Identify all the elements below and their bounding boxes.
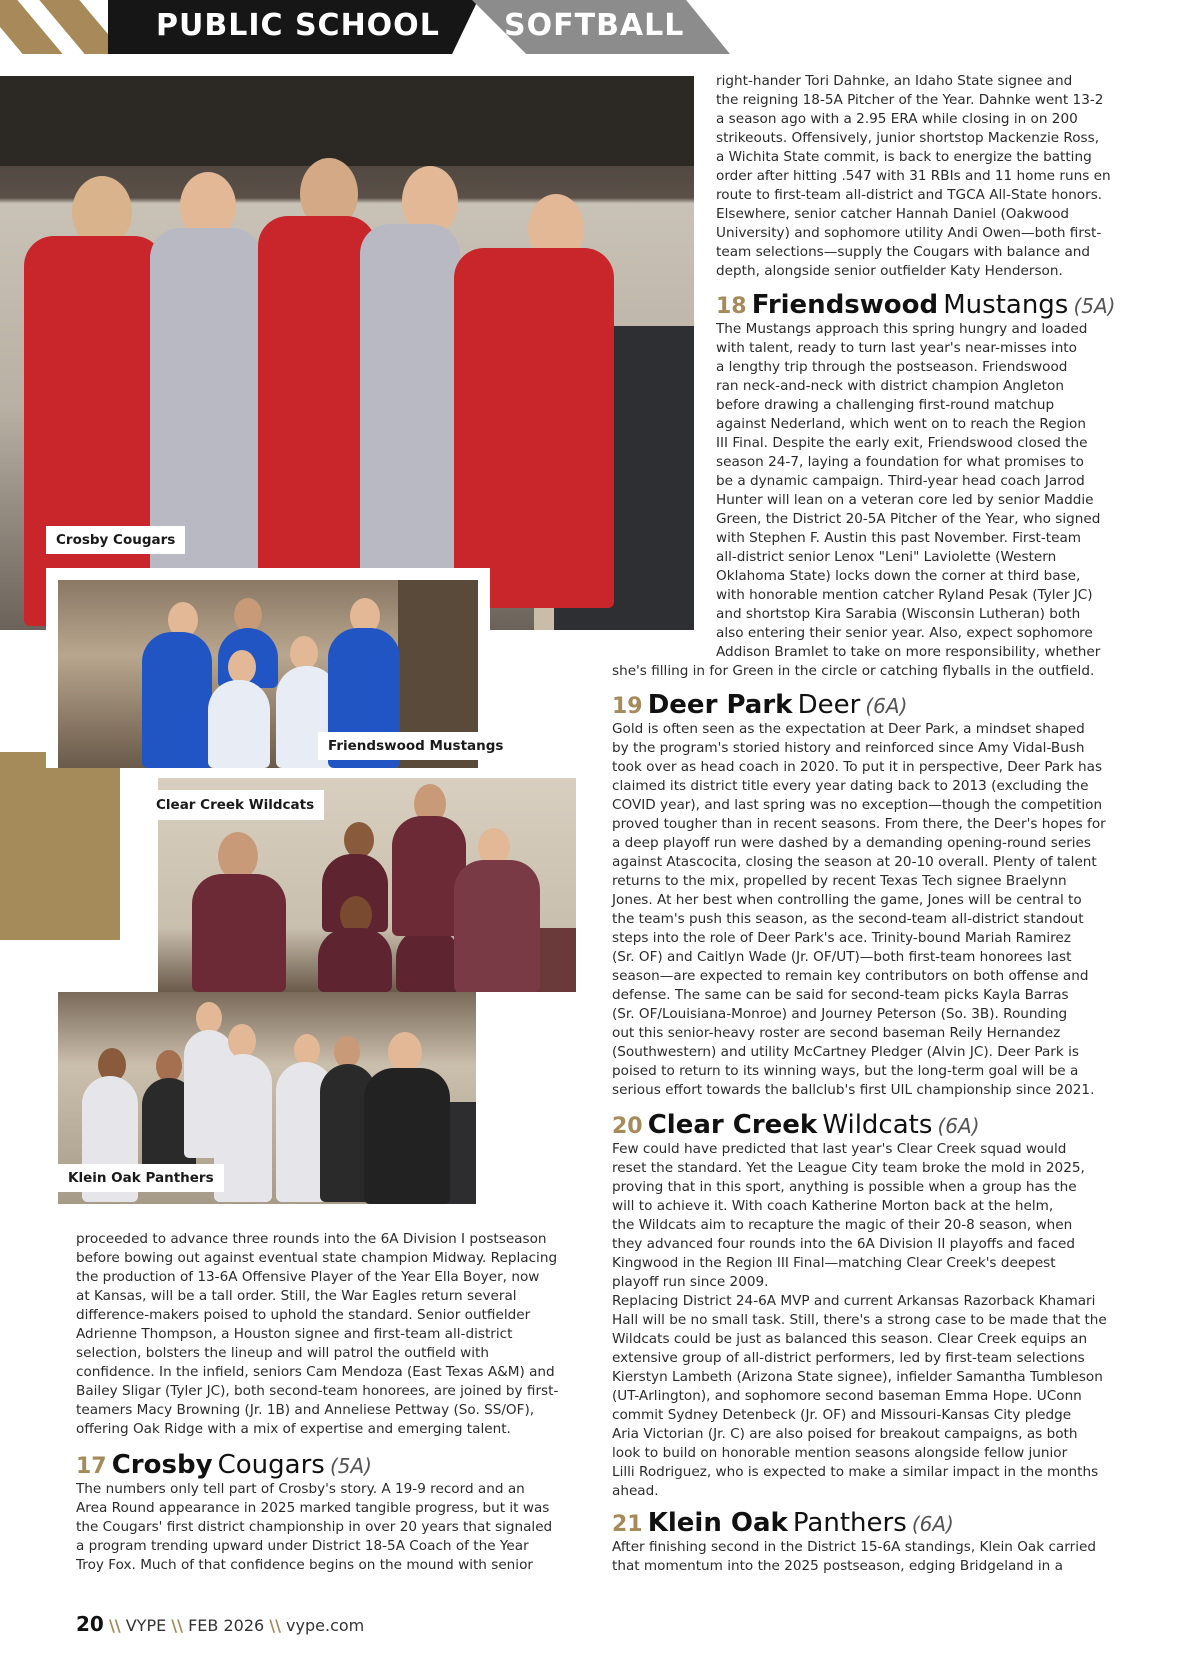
- section-number: 18: [716, 294, 747, 319]
- section-number: 20: [612, 1114, 643, 1139]
- magazine-name: VYPE: [125, 1616, 167, 1635]
- classification: (6A): [865, 694, 908, 718]
- oak-ridge-continuation-text: proceeded to advance three rounds into the 6A Division I postseason before bowing out against eventual state champion Midway. Replacing the production of 13-6A Offensive Player of the Year Ella Boyer, now at Kansas, will be a tall order. Still, the War Eagles return several difference-makers poised to uphold the standard. Senior outfielder Adrienne Thompson, a Houston signee and first-team all-district selection, bolsters the lineup and will patrol the outfield with confidence. In the infield, seniors Cam Mendoza (East Texas A&M) and Bailey Sligar (Tyler JC), both second-team honorees, are joined by first- teamers Macy Browning (Jr. 1B) and Anneliese Pettway (So. SS/OF), offering Oak Ridge with a mix of expertise and emerging talent.: [76, 1231, 559, 1437]
- mascot-name: Panthers: [792, 1508, 907, 1538]
- mascot-name: Wildcats: [822, 1110, 933, 1140]
- friendswood-body-tail: she's filling in for Green in the circle or catching flyballs in the outfield.: [612, 663, 1095, 679]
- section-heading-klein-oak: [612, 1508, 954, 1538]
- photo-caption: Crosby Cougars: [46, 526, 185, 554]
- mascot-name: Cougars: [217, 1450, 325, 1480]
- section-heading-crosby: [76, 1450, 372, 1480]
- school-name: Klein Oak: [647, 1508, 788, 1538]
- photo-caption: Friendswood Mustangs: [318, 732, 513, 760]
- crosby-team-photo: [0, 76, 694, 630]
- mascot-name: Mustangs: [943, 290, 1069, 320]
- deer-park-body-text: Gold is often seen as the expectation at Deer Park, a mindset shaped by the program's storied history and reinforced since Amy Vidal-Bush took over as head coach in 2020. To put it in perspective, Deer Park has claimed its district title every year dating back to 2013 (excluding the COVID year), and last spring was no exception—though the competition proved tougher than in recent seasons. From there, the Deer's hopes for a deep playoff run were dashed by a demanding opening-round series against Atascocita, closing the season at 20-10 overall. Plenty of talent returns to the mix, propelled by recent Texas Tech signee Braelynn Jones. At her best when controlling the game, Jones will be central to the team's push this season, as the second-team all-district standout steps into the role of Deer Park's ace. Trinity-bound Mariah Ramirez (Sr. OF) and Caitlyn Wade (Jr. OF/UT)—both first-team honorees last season—are expected to remain key contributors on both offense and defense. The same can be said for second-team picks Kayla Barras (Sr. OF/Louisiana-Monroe) and Journey Peterson (So. 3B). Rounding out this senior-heavy roster are second baseman Reily Hernandez (Southwestern) and utility McCartney Pledger (Alvin JC). Deer Park is poised to return to its winning ways, but the long-term goal will be a serious effort towards the ballclub's first UIL championship since 2021.: [612, 721, 1106, 1098]
- classification: (6A): [911, 1512, 954, 1536]
- classification: (5A): [329, 1454, 372, 1478]
- sport-label: SOFTBALL: [504, 8, 685, 43]
- footer-separator: \\: [269, 1616, 281, 1635]
- clear-creek-body-text: Few could have predicted that last year's Clear Creek squad would reset the standard. Yet the League City team broke the mold in 2025, proving that in this sport, anything is possible when a group has the will to achieve it. With coach Katherine Morton back at the helm, the Wildcats aim to recapture the magic of their 20-8 season, when they advanced four rounds into the 6A Division II playoffs and faced Kingwood in the Region III Final—matching Clear Creek's deepest playoff run since 2009. Replacing District 24-6A MVP and current Arkansas Razorback Khamari Hall will be no small task. Still, there's a strong case to be made that the Wildcats could be just as balanced this season. Clear Creek equips an extensive group of all-district performers, led by first-team selections Kierstyn Lambeth (Arizona State signee), infielder Samantha Tumbleson (UT-Arlington), and sophomore second baseman Emma Hope. UConn commit Sydney Detenbeck (Jr. OF) and Missouri-Kansas City pledge Aria Victorian (Jr. C) are also poised for breakout campaigns, as both look to build on honorable mention seasons alongside fellow junior Lilli Rodriguez, who is expected to make a similar impact in the months ahead.: [612, 1141, 1107, 1499]
- gold-accent-block: [0, 752, 120, 940]
- section-number: 19: [612, 694, 643, 719]
- section-heading-clear-creek: [612, 1110, 980, 1140]
- crosby-body-text: The numbers only tell part of Crosby's story. A 19-9 record and an Area Round appearance in 2025 marked tangible progress, but it was the Cougars' first district championship in over 20 years that signaled a program trending upward under District 18-5A Coach of the Year Troy Fox. Much of that confidence begins on the mound with senior: [76, 1481, 553, 1573]
- school-name: Crosby: [111, 1450, 213, 1480]
- classification: (6A): [937, 1114, 980, 1138]
- footer-separator: \\: [171, 1616, 183, 1635]
- section-heading-deer-park: [612, 690, 907, 720]
- footer-separator: \\: [108, 1616, 121, 1635]
- issue-date: FEB 2026: [188, 1616, 265, 1635]
- section-number: 17: [76, 1454, 107, 1479]
- friendswood-body-text: The Mustangs approach this spring hungry and loaded with talent, ready to turn last year's near-misses into a lengthy trip through the postseason. Friendswood ran neck-and-neck with district champion Angleton before drawing a challenging first-round matchup against Nederland, which went on to reach the Region III Final. Despite the early exit, Friendswood closed the season 24-7, laying a foundation for what promises to be a dynamic campaign. Third-year head coach Jarrod Hunter will lean on a veteran core led by senior Maddie Green, the District 20-5A Pitcher of the Year, who signed with Stephen F. Austin this past November. First-team all-district senior Lenox "Leni" Laviolette (Western Oklahoma State) locks down the corner at third base, with honorable mention catcher Ryland Pesak (Tyler JC) and shortstop Kira Sarabia (Wisconsin Lutheran) both also entering their senior year. Also, expect sophomore Addison Bramlet to take on more responsibility, whether: [716, 321, 1101, 660]
- school-name: Friendswood: [751, 290, 939, 320]
- website-link[interactable]: vype.com: [286, 1616, 365, 1635]
- header-bar: [0, 0, 1200, 54]
- klein-oak-body-text: After finishing second in the District 15-6A standings, Klein Oak carried that momentum into the 2025 postseason, edging Bridgeland in a: [612, 1539, 1096, 1574]
- crosby-continuation-text: right-hander Tori Dahnke, an Idaho State signee and the reigning 18-5A Pitcher of the Year. Dahnke went 13-2 a season ago with a 2.95 ERA while closing in on 200 strikeouts. Offensively, junior shortstop Mackenzie Ross, a Wichita State commit, is back to energize the batting order after hitting .547 with 31 RBIs and 11 home runs en route to first-team all-district and TGCA All-State honors. Elsewhere, senior catcher Hannah Daniel (Oakwood University) and sophomore utility Andi Owen—both first- team selections—supply the Cougars with balance and depth, alongside senior outfielder Katy Henderson.: [716, 73, 1111, 279]
- classification: (5A): [1073, 294, 1116, 318]
- section-label: PUBLIC SCHOOL: [156, 8, 440, 43]
- friendswood-team-photo: [58, 580, 504, 768]
- school-name: Deer Park: [647, 690, 793, 720]
- school-name: Clear Creek: [647, 1110, 818, 1140]
- page-footer: [76, 1612, 364, 1636]
- photo-caption: Clear Creek Wildcats: [146, 790, 324, 820]
- mascot-name: Deer: [797, 690, 861, 720]
- photo-caption: Klein Oak Panthers: [58, 1164, 224, 1192]
- section-number: 21: [612, 1512, 643, 1537]
- section-heading-friendswood: [716, 290, 1115, 320]
- klein-oak-team-photo: [58, 992, 476, 1204]
- page-number: 20: [76, 1612, 104, 1636]
